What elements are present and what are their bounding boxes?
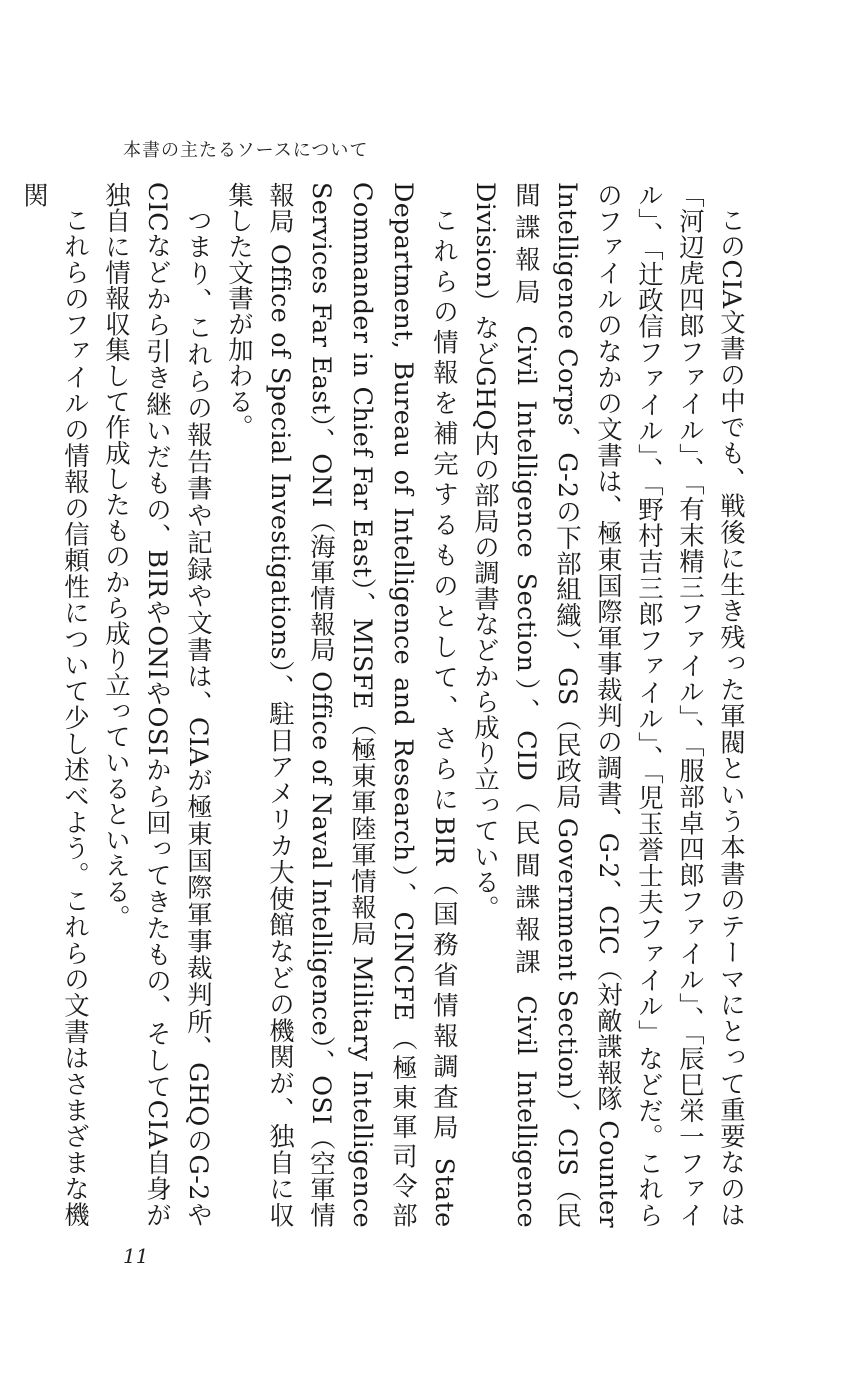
body-text xyxy=(20,182,752,1228)
paragraph: このCIA文書の中でも、戦後に生き残った軍閥という本書のテーマにとって重要なのは「河辺虎四郎ファイル」、「有末精三ファイル」、「服部卓四郎ファイル」、「辰巳栄一ファイル」、「辻政信ファイル」、「野村吉三郎ファイル」、「児玉誉士夫ファイル」などだ。これらのファイルのなかの文書は、極東国際軍事裁判の調書、G‐2、CIC（対敵諜報隊 Counter Intelligence Corps、G‐2の下部組織）、GS（民政局 Government Section）、CIS（民間諜報局 Civil Intelligence Section）、CID（民間諜報課 Civil Intelligence Division）などGHQ内の部局の調書などから成り立っている。 xyxy=(471,182,747,1228)
paragraph: つまり、これらの報告書や記録や文書は、CIAが極東国際軍事裁判所、GHQのG‐2やCICなどから引き継いだもの、BIRやONIやOSIから回ってきたもの、そしてCIA自身が独自に情報収集して作成したものから成り立っているといえる。 xyxy=(102,182,214,1228)
running-head: 本書の主たるソースについて xyxy=(123,140,369,161)
paragraph: これらのファイルの情報の信頼性について少し述べよう。これらの文書はさまざまな機関 xyxy=(20,182,91,1228)
page-number: 11 xyxy=(123,1244,149,1268)
paragraph: これらの情報を補完するものとして、さらにBIR（国務省情報調査局 State Department, Bureau of Intelligence and Research）、CINCFE（極東軍司令部 Commander in Chief Far East）、MISFE（極東軍陸軍情報局 Military Intelligence Services Far East）、ONI（海軍情報局 Office of Naval Intelligence）、OSI（空軍情報局 Office of Special Investigations）、駐日アメリカ大使館などの機関が、独自に収集した文書が加わる。 xyxy=(225,182,460,1228)
